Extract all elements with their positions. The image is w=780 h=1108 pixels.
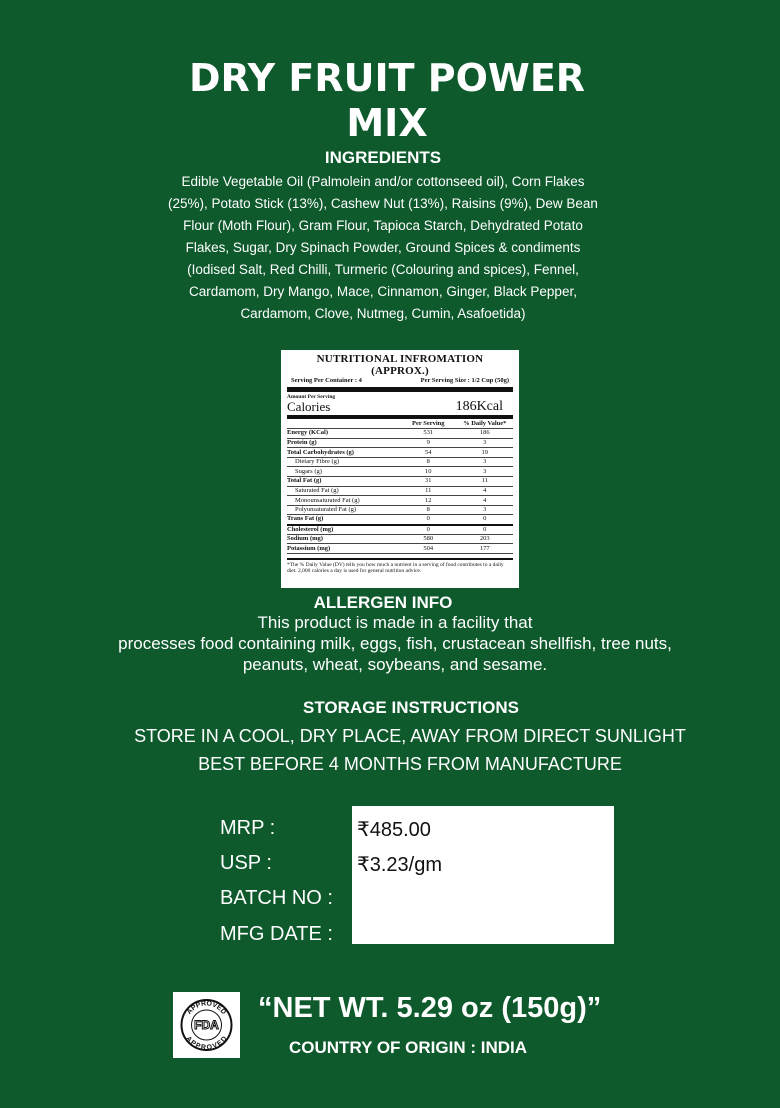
nutrition-row (287, 544, 513, 554)
allergen-heading: ALLERGEN INFO (313, 593, 453, 612)
mfg-date-label: MFG DATE : (220, 923, 333, 945)
title-line-2: MIX (346, 101, 428, 145)
servings-per-container: Serving Per Container : 4 (291, 377, 362, 384)
daily-value: 4 (457, 496, 514, 506)
nutrition-row (287, 505, 513, 515)
nutrition-row (287, 486, 513, 496)
col-per-serving: Per Serving (400, 419, 457, 429)
batch-label: BATCH NO : (220, 887, 333, 909)
fda-approved-logo (173, 992, 240, 1058)
mrp-label: MRP : (220, 817, 276, 839)
storage-line-1: STORE IN A COOL, DRY PLACE, AWAY FROM DIRECT SUNLIGHT (134, 726, 686, 746)
nutrition-row (287, 457, 513, 467)
allergen-line: This product is made in a facility that (257, 613, 533, 632)
storage-line-2: BEST BEFORE 4 MONTHS FROM MANUFACTURE (198, 754, 622, 774)
per-serving-value: 531 (400, 429, 457, 439)
daily-value: 177 (457, 544, 514, 554)
nutrient-name: Potassium (mg) (287, 544, 400, 554)
nutrient-name: Monounsaturated Fat (g) (287, 496, 400, 506)
daily-value: 0 (457, 515, 514, 525)
per-serving-value: 504 (400, 544, 457, 554)
nutrient-name: Total Fat (g) (287, 477, 400, 487)
allergen-line: processes food containing milk, eggs, fish, crustacean shellfish, tree nuts, (118, 634, 672, 653)
price-box (352, 806, 614, 944)
daily-value: 3 (457, 457, 514, 467)
usp-label: USP : (220, 852, 272, 874)
nutrition-row (287, 496, 513, 506)
nutrient-name: Sugars (g) (287, 467, 400, 477)
daily-value: 3 (457, 438, 514, 448)
product-title (0, 56, 774, 146)
col-daily-value: % Daily Value* (457, 419, 514, 429)
daily-value: 3 (457, 505, 514, 515)
daily-value: 19 (457, 448, 514, 458)
daily-value: 11 (457, 477, 514, 487)
nutrition-row (287, 467, 513, 477)
serving-size: Per Serving Size : 1/2 Cup (50g) (420, 377, 509, 384)
nutrition-facts-panel (281, 350, 519, 588)
nutrient-name: Total Carbohydrates (g) (287, 448, 400, 458)
nutrient-name: Saturated Fat (g) (287, 486, 400, 496)
title-line-1: DRY FRUIT POWER (188, 56, 586, 100)
per-serving-value: 580 (400, 534, 457, 544)
nutrient-name: Protein (g) (287, 438, 400, 448)
nutrient-name: Sodium (mg) (287, 534, 400, 544)
ingredients-heading: INGREDIENTS (324, 148, 442, 167)
per-serving-value: 10 (400, 467, 457, 477)
nutrient-name: Polyunsaturated Fat (g) (287, 505, 400, 515)
amount-label: Amount Per Serving (287, 394, 336, 400)
nutrition-title: NUTRITIONAL INFROMATION (APPROX.) (316, 353, 484, 377)
daily-value: 203 (457, 534, 514, 544)
nutrition-footnote: *The % Daily Value (DV) tells you how much a nutrient in a serving of food contributes to a daily diet. 2,000 calories a day is used for general nutrition advice. (287, 558, 513, 574)
calories-value: 186Kcal (455, 399, 503, 414)
nutrition-row (287, 429, 513, 439)
per-serving-value: 54 (400, 448, 457, 458)
per-serving-value: 0 (400, 515, 457, 525)
nutrition-row (287, 534, 513, 544)
per-serving-value: 8 (400, 505, 457, 515)
nutrient-name: Trans Fat (g) (287, 515, 400, 525)
nutrition-row (287, 438, 513, 448)
fda-seal-icon (173, 992, 240, 1058)
country-of-origin: COUNTRY OF ORIGIN : INDIA (289, 1038, 527, 1057)
svg-text:APPROVED: APPROVED (184, 1035, 229, 1052)
daily-value: 3 (457, 467, 514, 477)
per-serving-value: 11 (400, 486, 457, 496)
nutrition-table (287, 419, 513, 554)
per-serving-value: 31 (400, 477, 457, 487)
nutrition-row (287, 525, 513, 535)
mrp-value: ₹485.00 (357, 819, 431, 841)
allergen-line: peanuts, wheat, soybeans, and sesame. (242, 655, 548, 674)
daily-value: 0 (457, 525, 514, 535)
allergen-text (0, 612, 780, 675)
net-weight: “NET WT. 5.29 oz (150g)” (258, 992, 602, 1024)
nutrition-row (287, 477, 513, 487)
per-serving-value: 9 (400, 438, 457, 448)
per-serving-value: 0 (400, 525, 457, 535)
nutrition-row (287, 448, 513, 458)
nutrient-name: Dietary Fibre (g) (287, 457, 400, 467)
svg-text:APPROVED: APPROVED (185, 1000, 228, 1016)
storage-heading: STORAGE INSTRUCTIONS (303, 698, 519, 717)
usp-value: ₹3.23/gm (357, 854, 442, 876)
calories-label: Calories (287, 399, 331, 414)
ingredients-text: Edible Vegetable Oil (Palmolein and/or cottonseed oil), Corn Flakes (25%), Potato Stick (13%), Cashew Nut (13%), Raisins (9%), Dew Bean Flour (Moth Flour), Gram Flour, Tapioca Starch, Dehydrated Potato Flakes, Sugar, Dry Spinach Powder, Ground Spices & condiments (Iodised Salt, Red Chilli, Turmeric (Colouring and spices), Fennel, Cardamom, Dry Mango, Mace, Cinnamon, Ginger, Black Pepper, Cardamom, Clove, Nutmeg, Cumin, Asafoetida) (168, 174, 598, 321)
per-serving-value: 12 (400, 496, 457, 506)
daily-value: 4 (457, 486, 514, 496)
nutrient-name: Cholesterol (mg) (287, 525, 400, 535)
nutrient-name: Energy (KCal) (287, 429, 400, 439)
nutrition-row (287, 515, 513, 525)
svg-text:FDA: FDA (194, 1018, 219, 1032)
daily-value: 186 (457, 429, 514, 439)
per-serving-value: 8 (400, 457, 457, 467)
